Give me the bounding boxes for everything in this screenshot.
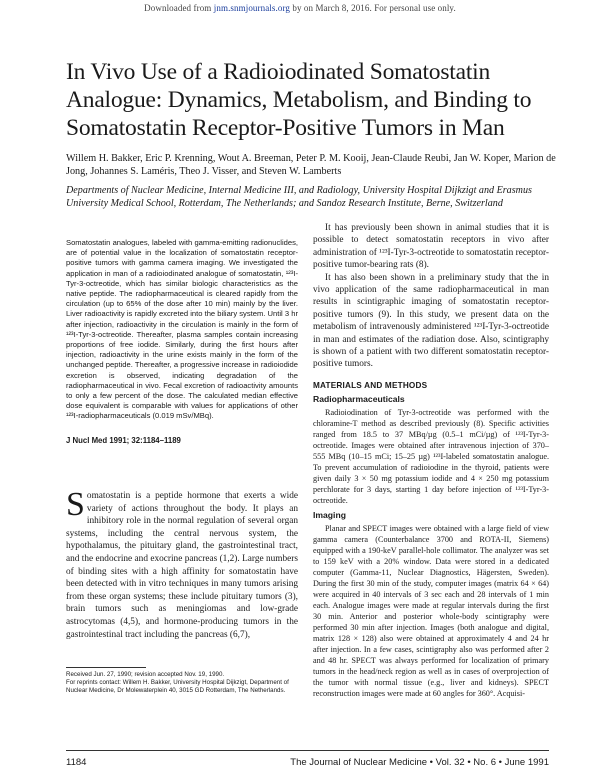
footnote-divider	[66, 667, 146, 668]
imaging-paragraph: Planar and SPECT images were obtained with a large field of view gamma camera (Counterbalance 3700 and ROTA-II, Siemens) equipped with a 190-keV parallel-hole collimator. The analyzer was set to 159 keV with a 20% window. Data were stored in a dedicated computer (Gamma-11, Nuclear Diagnostics, Hägersten, Sweden). During the first 30 min of the study, computer images (matrix 64 × 64) were acquired in 40 intervals of 3 sec each and 28 intervals of 1 min each. Analogue images were made at regular intervals during the first 30 min. Anterior and posterior whole-body scintigraphy were performed 30 min after injection. Images (both analogue and digital, matrix 128 × 128) also were obtained at approximately 4 and 24 hr after injection. In a few cases, scintigraphy also was performed after 2 and 48 hr. SPECT was always performed for localization of primary tumors in the head/neck region as well as in cases of overprojection of the tumor with normal tissue (e.g., liver and kidneys). SPECT reconstruction images were made at 60 angles for 360°. Acquisi-	[313, 523, 549, 698]
download-suffix: by on March 8, 2016. For personal use only.	[292, 3, 456, 13]
subheading-radiopharmaceuticals: Radiopharmaceuticals	[313, 393, 405, 404]
download-prefix: Downloaded from	[144, 3, 212, 13]
footnote-received: Received Jun. 27, 1990; revision accepted Nov. 19, 1990.	[66, 671, 225, 678]
footnote-reprints: For reprints contact: Willem H. Bakker, University Hospital Dijkzigt, Department of Nuclear Medicine, Dr Molewaterplein 40, 3015 GD Rotterdam, The Netherlands.	[66, 678, 289, 694]
page-number: 1184	[66, 757, 87, 768]
section-heading-methods: MATERIALS AND METHODS	[313, 380, 428, 390]
right-column	[313, 222, 549, 699]
download-notice	[0, 3, 600, 13]
intro-text: omatostatin is a peptide hormone that exerts a wide variety of actions throughout the body. It plays an inhibitory role in the normal regulation of several organ systems, including the central nervous system, the hypothalamus, the pituitary gland, the gastrointestinal tract, and the endocrine and exocrine pancreas (1,2). Large numbers of binding sites with a high affinity for somatostatin have been detected with in vitro techniques in many tumors arising from these organ systems; these include pituitary tumors (3), brain tumors such as meningiomas and low-grade astrocytomas (4,5), and hormone-producing tumors in the gastrointestinal tract including the pancreas (6,7),	[66, 491, 298, 640]
abstract: Somatostatin analogues, labeled with gamma-emitting radionuclides, are of potential value in the localization of somatostatin receptor-positive tumors with gamma camera imaging. We investigated the application in man of a radioiodinated analogue of somatostatin, ¹²³I-Tyr-3-octreotide, which has similar biologic characteristics as the native peptide. The radiopharmaceutical is cleared rapidly from the circulation (up to 65% of the dose after 10 min) mainly by the liver. Liver radioactivity is rapidly excreted into the biliary system. Until 3 hr after injection, radioactivity in the circulation is mainly in the form of ¹²³I-Tyr-3-octreotide. Thereafter, plasma samples contain increasing proportions of free iodide. Similarly, during the first hours after injection, radioactivity in the urine exists mainly in the form of the unchanged peptide. Thereafter, a progressive increase in radioiodide excretion is observed, indicating degradation of the radiopharmaceutical in vivo. Fecal excretion of radioactivity amounts to only a few percent of the dose. The calculated median effective dose equivalent is comparable with values for applications of other ¹²³I-radiopharmaceuticals (0.019 mSv/MBq).	[66, 238, 298, 421]
footer-divider	[66, 750, 549, 751]
radiopharmaceuticals-paragraph: Radioiodination of Tyr-3-octreotide was performed with the chloramine-T method as described previously (8). Specific activities ranged from 18.5 to 37 MBq/µg (0.5–1 mCi/µg) of ¹²³I-Tyr-3-octreotide. Images were obtained after intravenous injection of 370–555 MBq (10–15 mCi; 15–25 µg) ¹²³I-labeled somatostatin analogue. To prevent accumulation of radioiodine in the thyroid, patients were given daily 3 × 50 mg potassium iodide and 4 × 250 mg potassium perchlorate for 3 days, starting 1 day before injection of ¹²³I-Tyr-3-octreotide.	[313, 407, 549, 505]
affiliation: Departments of Nuclear Medicine, Internal Medicine III, and Radiology, University Hospital Dijkzigt and Erasmus University Medical School, Rotterdam, The Netherlands; and Sandoz Research Institute, Berne, Switzerland	[66, 185, 532, 209]
right-paragraph-2: It has also been shown in a preliminary study that the in vivo application of the same radiopharmaceutical in man results in scintigraphic imaging of somatostatin receptor-positive tumors (9). In this study, we present data on the metabolism of intravenously administered ¹²³I-Tyr-3-octreotide in man and estimates of the radiation dose. Also, scintigraphy is shown of a patient with two different somatostatin receptor-positive tumors.	[313, 272, 549, 370]
drop-cap: S	[66, 486, 85, 523]
download-link[interactable]: jnm.snmjournals.org	[213, 3, 290, 13]
right-paragraph-1: It has previously been shown in animal studies that it is possible to detect somatostatin receptors in vivo after administration of ¹²³I-Tyr-3-octreotide to somatostatin receptor-positive tumor-bearing rats (8).	[313, 223, 549, 271]
citation: J Nucl Med 1991; 32:1184–1189	[66, 436, 181, 445]
journal-info: The Journal of Nuclear Medicine • Vol. 32 • No. 6 • June 1991	[290, 757, 549, 768]
subheading-imaging: Imaging	[313, 509, 346, 520]
article-title: In Vivo Use of a Radioiodinated Somatostatin Analogue: Dynamics, Metabolism, and Binding to Somatostatin Receptor-Positive Tumors in Man	[66, 59, 532, 141]
footnote	[66, 671, 298, 694]
author-list: Willem H. Bakker, Eric P. Krenning, Wout A. Breeman, Peter P. M. Kooij, Jean-Claude Reubi, Jan W. Koper, Marion de Jong, Johannes S. Laméris, Theo J. Visser, and Steven W. Lamberts	[66, 153, 556, 177]
intro-paragraph	[66, 486, 298, 641]
